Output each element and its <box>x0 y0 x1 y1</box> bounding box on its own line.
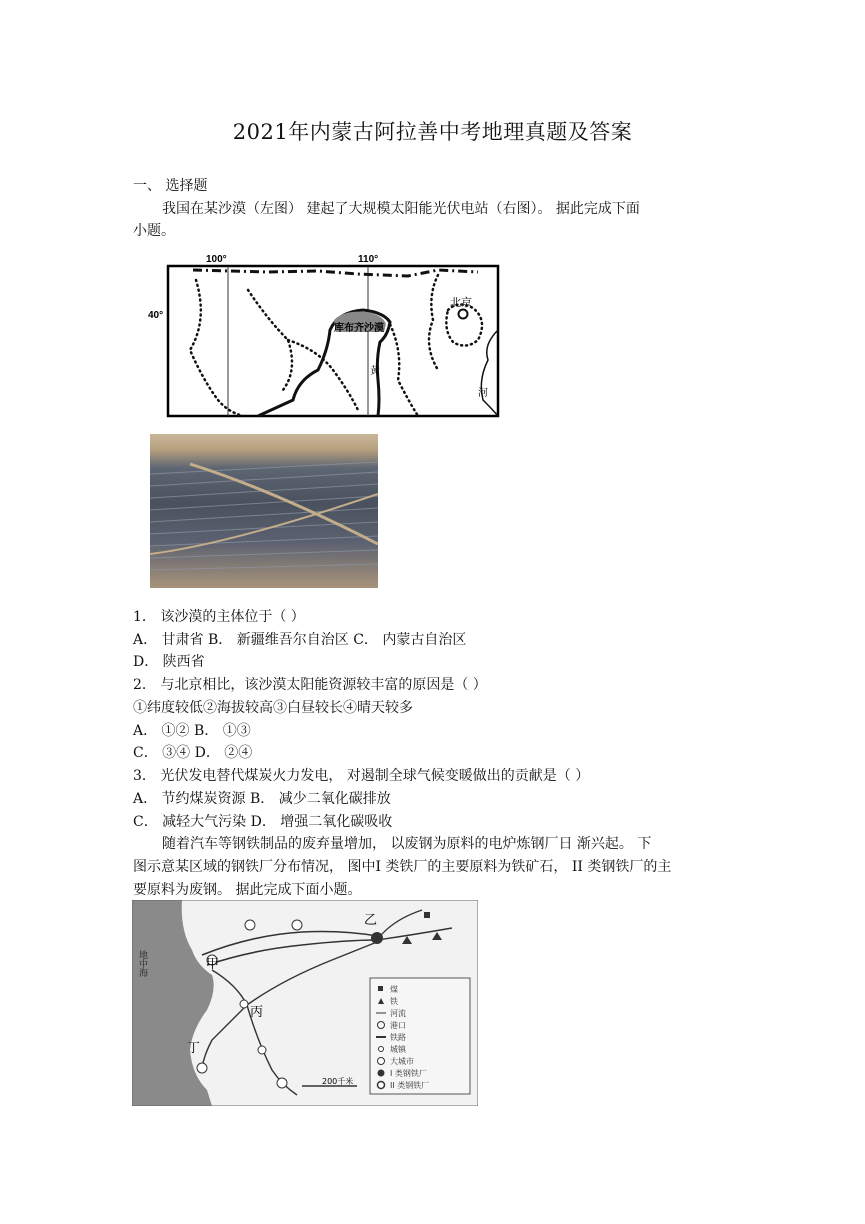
longitude-110-label: 110° <box>358 254 379 265</box>
legend-type2-plant: II 类钢铁厂 <box>390 1081 430 1090</box>
point-jia-label: 甲 <box>206 957 220 972</box>
solar-station-photo <box>150 434 378 588</box>
river-label-1: 黄 <box>370 366 380 377</box>
q2-items: ①纬度较低②海拔较高③白昼较长④晴天较多 <box>133 700 413 716</box>
legend-type1-plant: I 类钢铁厂 <box>390 1069 427 1078</box>
q3-stem: 3． 光伏发电替代煤炭火力发电， 对遏制全球气候变暖做出的贡献是（ ） <box>133 768 590 784</box>
desert-map-svg <box>148 250 508 422</box>
legend-iron: 铁 <box>390 997 398 1006</box>
scale-label: 200千米 <box>322 1077 354 1086</box>
steel-map-svg <box>132 900 478 1106</box>
q2-options-line1: A． ①② B． ①③ <box>133 723 251 739</box>
sea-label: 地中海 <box>137 950 147 977</box>
legend-town: 城镇 <box>390 1045 406 1054</box>
legend-big-city: 大城市 <box>390 1057 414 1066</box>
legend-river: 河流 <box>390 1009 406 1018</box>
q3-options-line1: A． 节约煤炭资源 B． 减少二氧化碳排放 <box>133 791 391 807</box>
desert-label: 库布齐沙漠 <box>334 323 384 334</box>
q1-options-line1: A． 甘肃省 B． 新疆维吾尔自治区 C． 内蒙古自治区 <box>133 632 467 648</box>
intro2-line1: 随着汽车等钢铁制品的废弃量增加， 以废钢为原料的电炉炼钢厂日 渐兴起。 下 <box>162 836 652 852</box>
q3-options-line2: C． 减轻大气污染 D． 增强二氧化碳吸收 <box>133 814 393 830</box>
longitude-100-label: 100° <box>206 254 227 265</box>
legend-port: 港口 <box>390 1021 406 1030</box>
intro1-line1: 我国在某沙漠（左图） 建起了大规模太阳能光伏电站（右图）。 据此完成下面 <box>162 201 640 217</box>
steel-plant-map <box>132 900 478 1106</box>
river-label-2: 河 <box>478 388 488 399</box>
point-yi-label: 乙 <box>364 913 378 928</box>
legend-railway: 铁路 <box>390 1033 406 1042</box>
point-bing-label: 丙 <box>250 1005 264 1020</box>
q1-stem: 1． 该沙漠的主体位于（ ） <box>133 609 305 625</box>
desert-location-map <box>148 250 508 422</box>
point-ding-label: 丁 <box>187 1041 201 1056</box>
intro1-line2: 小题。 <box>133 223 175 239</box>
latitude-40-label: 40° <box>148 310 164 321</box>
q2-options-line2: C． ③④ D． ②④ <box>133 745 253 761</box>
intro2-line2: 图示意某区域的钢铁厂分布情况， 图中I 类铁厂的主要原料为铁矿石， II 类钢铁厂的主 <box>133 859 672 875</box>
beijing-label: 北京 <box>450 296 472 309</box>
q1-options-line2: D． 陕西省 <box>133 654 205 670</box>
intro2-line3: 要原料为废钢。 据此完成下面小题。 <box>133 882 362 898</box>
document-title: 2021年内蒙古阿拉善中考地理真题及答案 <box>232 120 633 144</box>
legend-coal: 煤 <box>390 985 398 994</box>
q2-stem: 2． 与北京相比，该沙漠太阳能资源较丰富的原因是（ ） <box>133 677 487 693</box>
solar-panel-rows-icon <box>150 434 378 588</box>
section-heading: 一、 选择题 <box>133 178 208 194</box>
